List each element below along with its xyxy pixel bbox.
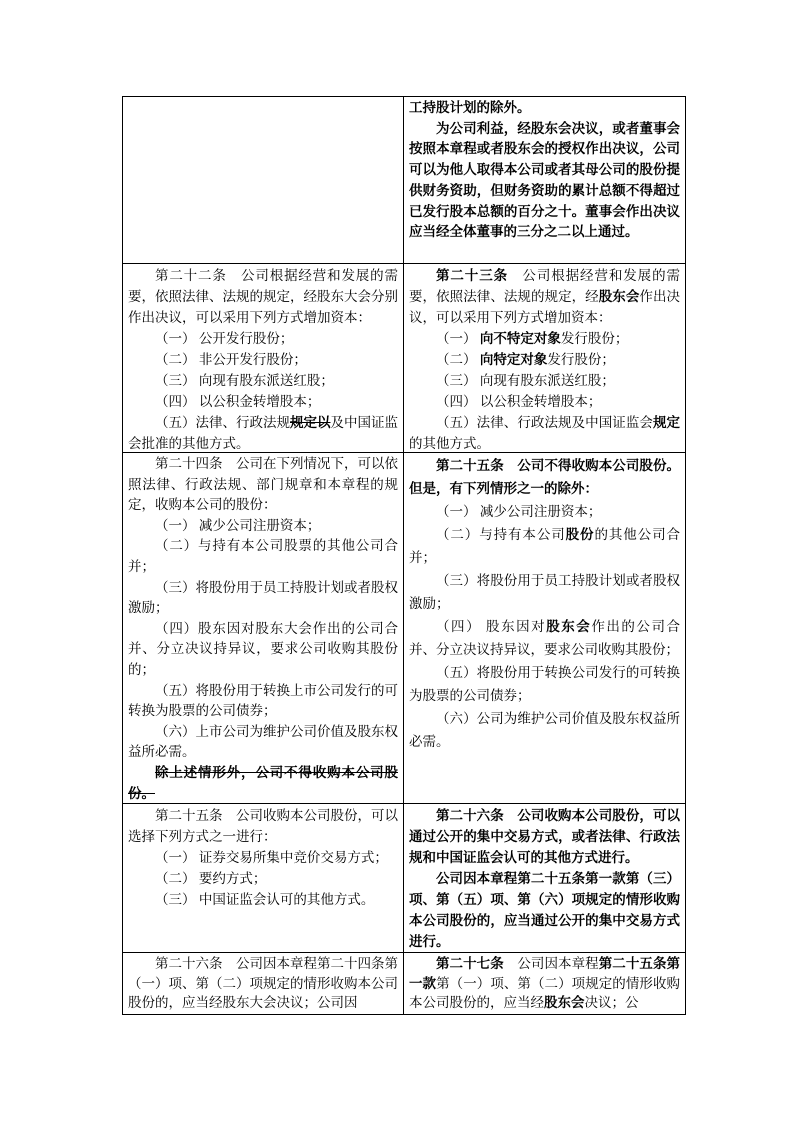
paragraph — [409, 615, 680, 661]
paragraph — [128, 847, 398, 868]
table-row — [123, 804, 685, 953]
text-run: 发行股份； — [560, 331, 629, 346]
text-run: 第二十二条 公司根据经营和发展的需要，依照法律、法规的规定，经股东大会分别作出决议，可以采用下列方式增加资本： — [128, 268, 398, 325]
text-run: 及中国证监会批准的其他方式。 — [128, 415, 398, 451]
text-run: （二） 非公开发行股份； — [155, 352, 307, 367]
paragraph — [409, 370, 680, 391]
paragraph — [128, 536, 398, 577]
table-cell-original — [123, 953, 404, 1014]
table-cell-revised — [404, 804, 685, 952]
paragraph — [409, 707, 680, 753]
paragraph — [409, 119, 680, 243]
text-run: 第二十六条 公司收购本公司股份，可以通过公开的集中交易方式，或者法律、行政法规和中国证监会认可的其他方式进行。 — [409, 808, 680, 865]
text-run: （一） 公开发行股份； — [155, 331, 294, 346]
table-cell-revised — [404, 453, 685, 803]
text-run: 的其他方式。 — [409, 436, 490, 451]
text-run: 向特定对象 — [479, 352, 548, 367]
paragraph — [128, 722, 398, 763]
paragraph — [128, 370, 398, 391]
text-run: 为公司利益，经股东会决议，或者董事会按照本章程或者股东会的授权作出决议，公司可以为他人取得本公司或者其母公司的股份提供财务资助，但财务资助的累计总额不得超过已发行股本总额的百分之十。董事会作出决议应当经全体董事的三分之二以上通过。 — [409, 120, 680, 240]
table-cell-revised — [404, 953, 685, 1014]
text-run: （六）上市公司为维护公司价值及股东权益所必需。 — [128, 723, 398, 760]
text-run: 发行股份； — [547, 352, 615, 367]
table-row — [123, 953, 685, 1015]
text-run: （四） 股东因对 — [436, 619, 547, 634]
text-run: （四）股东因对股东大会作出的公司合并、分立决议持异议，要求公司收购其股份的； — [128, 620, 398, 677]
table-cell-revised — [404, 264, 685, 452]
text-run: （二）与持有本公司股票的其他公司合并； — [128, 538, 398, 574]
paragraph — [128, 578, 398, 619]
table-cell-original — [123, 453, 404, 803]
text-run: （五）将股份用于转换公司发行的可转换为股票的公司债券； — [409, 665, 680, 703]
paragraph — [128, 391, 398, 412]
text-run: 公司因本章程 — [503, 956, 599, 971]
paragraph — [128, 868, 398, 889]
text-run: （五）将股份用于转换上市公司发行的可转换为股票的公司债券； — [128, 682, 398, 719]
paragraph — [128, 328, 398, 349]
text-run: 除上述情形外，公司不得收购本公司股份。 — [128, 764, 398, 801]
paragraph — [409, 500, 680, 523]
paragraph — [409, 954, 680, 1013]
paragraph — [128, 265, 398, 328]
paragraph — [409, 265, 680, 328]
table-cell-revised — [404, 97, 685, 263]
paragraph — [128, 349, 398, 370]
table-cell-original — [123, 804, 404, 952]
paragraph — [409, 412, 680, 452]
text-run: （一） 减少公司注册资本； — [436, 504, 602, 519]
paragraph — [409, 98, 680, 119]
paragraph — [128, 516, 398, 537]
text-run: （二） — [436, 352, 480, 367]
paragraph — [409, 523, 680, 569]
paragraph — [409, 454, 680, 500]
paragraph — [128, 619, 398, 681]
text-run: 作出决议，可以采用下列方式增加资本： — [409, 289, 681, 325]
text-run: 向不特定对象 — [479, 331, 561, 346]
text-run: （一） 证券交易所集中竞价交易方式； — [155, 850, 388, 865]
text-run: 第（一）项、第（二）项规定的情形收购本公司股份的，应当经 — [409, 975, 681, 1010]
table-row — [123, 97, 685, 264]
text-run: 第二十三条 — [436, 268, 509, 283]
text-run: 第二十五条 公司不得收购本公司股份。但是，有下列情形之一的除外： — [409, 458, 680, 496]
text-run: （三） 向现有股东派送红股； — [436, 373, 615, 388]
paragraph — [409, 328, 680, 349]
text-run: （三）将股份用于员工持股计划或者股权激励； — [128, 579, 398, 616]
text-run: （五）法律、行政法规 — [155, 415, 290, 430]
paragraph — [128, 805, 398, 847]
text-run: （三） 中国证监会认可的其他方式。 — [155, 892, 375, 907]
text-run: 第二十五条第一款 — [409, 956, 681, 991]
text-run: （六）公司为维护公司价值及股东权益所必需。 — [409, 711, 680, 749]
text-run: 第二十四条 公司在下列情况下，可以依照法律、行政法规、部门规章和本章程的规定，收购本公司的股份： — [128, 456, 398, 513]
paragraph — [409, 868, 680, 952]
table-cell-original — [123, 264, 404, 452]
paragraph — [409, 349, 680, 370]
paragraph — [128, 763, 398, 803]
paragraph — [409, 391, 680, 412]
text-run: 公司因本章程第二十五条第一款第（三）项、第（五）项、第（六）项规定的情形收购本公司股份的，应当通过公开的集中交易方式进行。 — [409, 871, 680, 949]
text-run: （四） 以公积金转增股本； — [155, 394, 321, 409]
text-run: （一） 减少公司注册资本； — [155, 517, 321, 533]
paragraph — [128, 681, 398, 722]
text-run: 规定 — [652, 415, 681, 430]
text-run: （五）法律、行政法规及中国证监会 — [436, 415, 653, 430]
paragraph — [128, 454, 398, 516]
paragraph — [128, 412, 398, 452]
table-row — [123, 453, 685, 804]
text-run: 股东会 — [598, 289, 640, 304]
text-run: 公司根据经营和发展的需要，依照法律、法规的规定，经 — [409, 268, 680, 304]
text-run: 的其他公司合并； — [409, 527, 680, 565]
text-run: 作出的公司合并、分立决议持异议，要求公司收购其股份； — [409, 619, 681, 657]
text-run: （二）与持有本公司 — [436, 527, 566, 542]
text-run: （三）将股份用于员工持股计划或者股权激励； — [409, 573, 680, 611]
text-run: 股份 — [565, 527, 595, 542]
table-cell-original — [123, 97, 404, 263]
text-run: 第二十五条 公司收购本公司股份，可以选择下列方式之一进行： — [128, 808, 398, 844]
table-row — [123, 264, 685, 453]
paragraph — [409, 805, 680, 868]
text-run: （四） 以公积金转增股本； — [436, 394, 602, 409]
text-run: 第二十七条 — [436, 956, 504, 971]
paragraph — [128, 889, 398, 910]
text-run: （三） 向现有股东派送红股； — [155, 373, 334, 388]
text-run: （二） 要约方式； — [155, 871, 267, 886]
text-run: 第二十六条 公司因本章程第二十四条第（一）项、第（二）项规定的情形收购本公司股份的，应当经股东大会决议；公司因 — [128, 956, 398, 1010]
text-run: 股东会 — [544, 995, 585, 1010]
text-run: 规定以 — [290, 415, 331, 430]
text-run: 决议；公 — [584, 995, 639, 1010]
text-run: （一） — [436, 331, 480, 346]
text-run: 工持股计划的除外。 — [409, 100, 531, 115]
comparison-table — [122, 96, 686, 1015]
text-run: 股东会 — [546, 619, 592, 634]
paragraph — [409, 569, 680, 615]
paragraph — [128, 954, 398, 1013]
paragraph — [409, 661, 680, 707]
